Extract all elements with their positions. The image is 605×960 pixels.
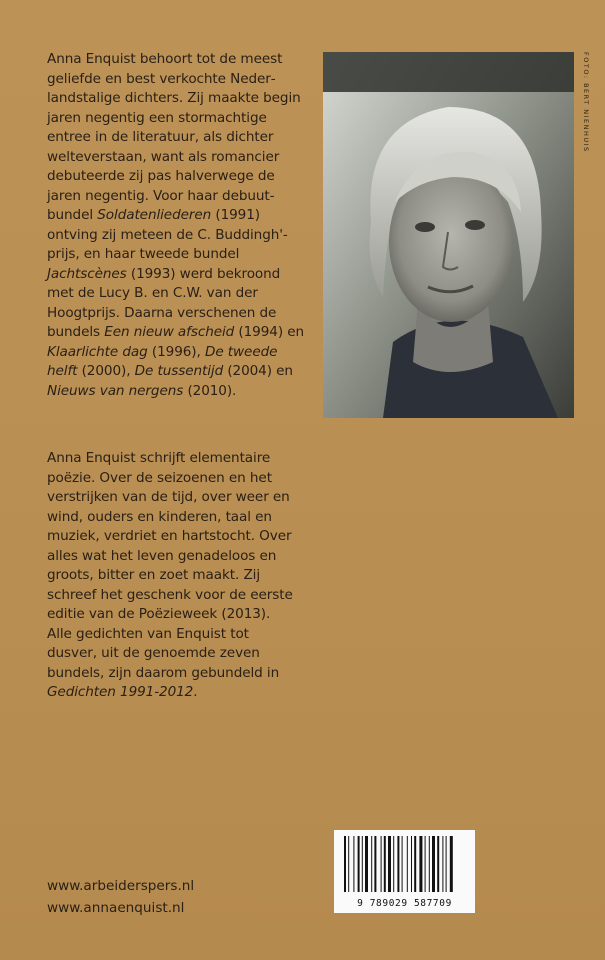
book-title: Nieuws van nergens	[47, 382, 184, 399]
barcode-bar	[344, 836, 346, 892]
barcode-bar	[446, 836, 447, 892]
barcode-bar	[419, 836, 422, 892]
isbn-barcode	[334, 830, 475, 913]
barcode-bar	[402, 836, 403, 892]
bio-text: Anna Enquist schrijft elementaire poëzie. Over de seizoenen en het verstrijken van de tijd, over weer en wind, ouders en kinderen, taal en muziek, verdriet en hartstocht. Over alles wat het leven genadeloos en groots, bitter en zoet maakt. Zij schreef het geschenk voor de eerste editie van de Poëzieweek (2013). Alle gedichten van Enquist tot dusver, uit de genoemde zeven bundels, zijn daarom gebundeld in	[47, 450, 293, 681]
author-bio-paragraph-2	[47, 449, 297, 703]
bio-text: (1994) en	[234, 324, 305, 340]
bio-text: (2010).	[183, 382, 237, 399]
author-website-link[interactable]: www.annaenquist.nl	[47, 900, 185, 916]
bio-text: (2004) en	[223, 363, 293, 379]
barcode-bar	[442, 836, 443, 892]
barcode-bar	[414, 836, 416, 892]
barcode-bar	[393, 836, 394, 892]
website-links	[47, 875, 194, 919]
barcode-bar	[429, 836, 430, 892]
isbn-number: 9 789029 587709	[357, 898, 452, 909]
bio-text: Anna Enquist behoort tot de meest geliefde en best verkochte Nederlandstalige dichters. Zij maakte begin jaren negentig een stormachtige entree in de literatuur, als dichter welteverstaan, want als romancier debuteerde zij pas halverwege de jaren negentig. Voor haar debuutbundel	[47, 51, 301, 223]
barcode-bar	[388, 836, 391, 892]
barcode-bar	[362, 836, 363, 892]
barcode-bar	[411, 836, 412, 892]
barcode-bar	[365, 836, 368, 892]
barcode-bar	[353, 836, 354, 892]
barcode-bar	[384, 836, 386, 892]
barcode-bar	[358, 836, 360, 892]
book-title: De tweede helft	[47, 343, 278, 379]
barcode-bar	[425, 836, 426, 892]
publisher-website-link[interactable]: www.arbeiderspers.nl	[47, 878, 195, 894]
photo-credit: FOTO: BERT NIENHUIS	[582, 52, 590, 153]
book-title: Klaarlichte dag	[47, 343, 148, 360]
book-title: Een nieuw afscheid	[104, 324, 235, 340]
barcode-bar	[432, 836, 435, 892]
book-title: De tussentijd	[134, 363, 224, 379]
book-title: Gedichten 1991-2012	[47, 684, 194, 700]
author-photo	[323, 52, 574, 418]
barcode-bar	[371, 836, 372, 892]
barcode-bars	[334, 830, 475, 900]
barcode-bar	[450, 836, 453, 892]
barcode-bar	[348, 836, 349, 892]
bio-text: .	[193, 684, 198, 700]
bio-text: (1996),	[147, 343, 205, 360]
barcode-bar	[407, 836, 408, 892]
book-title: Soldatenliederen	[97, 207, 212, 223]
barcode-bar	[437, 836, 439, 892]
book-title: Jachtscènes	[47, 265, 127, 282]
bio-text: (2000),	[77, 363, 135, 379]
bio-text: (1991) ontving zij meteen de C. Buddingh'-prijs, en haar tweede bundel	[47, 207, 288, 262]
barcode-bar	[381, 836, 382, 892]
author-bio-paragraph-1	[47, 50, 309, 401]
bio-text: (1993) werd bekroond met de Lucy B. en C.W. van der Hoogtprijs. Daarna verschenen de bundels	[47, 265, 281, 340]
barcode-bar	[397, 836, 399, 892]
barcode-bar	[374, 836, 376, 892]
